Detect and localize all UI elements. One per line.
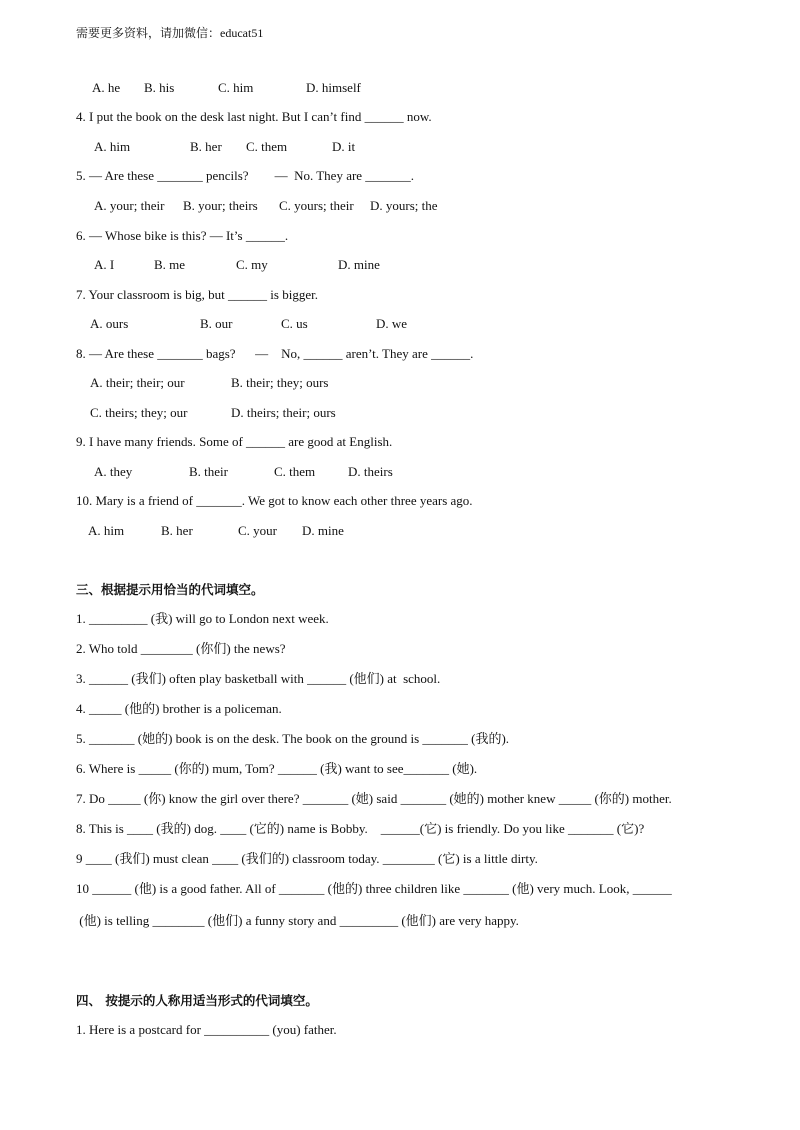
- option-b: B. their; they; ours: [231, 375, 329, 390]
- option-b: B. his: [144, 80, 175, 95]
- option-c: C. yours; their: [279, 198, 354, 213]
- fill-item: 10 ______ (他) is a good father. All of _______ (他的) three children like _______ (他) very much. Look, ______: [76, 881, 672, 896]
- question-10: 10. Mary is a friend of _______. We got to know each other three years ago.: [76, 493, 473, 508]
- question-6: 6. — Whose bike is this? — It’s ______.: [76, 228, 289, 243]
- section-3-heading: 三、根据提示用恰当的代词填空。: [76, 582, 264, 597]
- fill-item: 8. This is ____ (我的) dog. ____ (它的) name is Bobby. ______(它) is friendly. Do you like _______ (它)?: [76, 821, 645, 836]
- option-a: A. him: [88, 523, 125, 538]
- option-a: A. he: [92, 80, 121, 95]
- option-b: B. your; theirs: [183, 198, 258, 213]
- option-a: A. their; their; our: [90, 375, 185, 390]
- fill-item: 9 ____ (我们) must clean ____ (我们的) classroom today. ________ (它) is a little dirty.: [76, 851, 538, 866]
- question-5: 5. — Are these _______ pencils? — No. They are _______.: [76, 168, 415, 183]
- option-d: D. himself: [306, 80, 361, 95]
- question-4: 4. I put the book on the desk last night. But I can’t find ______ now.: [76, 109, 432, 124]
- option-b: B. our: [200, 316, 233, 331]
- option-c: C. us: [281, 316, 308, 331]
- option-a: A. ours: [90, 316, 129, 331]
- option-b: B. their: [189, 464, 228, 479]
- option-a: A. him: [94, 139, 131, 154]
- fill-item: 7. Do _____ (你) know the girl over there? _______ (她) said _______ (她的) mother knew _____ (你的) mother.: [76, 791, 672, 806]
- option-c: C. my: [236, 257, 268, 272]
- option-b: B. me: [154, 257, 186, 272]
- option-d: D. mine: [338, 257, 380, 272]
- question-8: 8. — Are these _______ bags? — No, ______ aren’t. They are ______.: [76, 346, 474, 361]
- fill-item: 5. _______ (她的) book is on the desk. The book on the ground is _______ (我的).: [76, 731, 510, 746]
- section-4-heading: 四、 按提示的人称用适当形式的代词填空。: [76, 993, 318, 1008]
- option-c: C. them: [274, 464, 316, 479]
- option-d: D. theirs: [348, 464, 393, 479]
- fill-item: 1. Here is a postcard for __________ (you) father.: [76, 1022, 337, 1037]
- option-b: B. her: [161, 523, 193, 538]
- fill-item: 4. _____ (他的) brother is a policeman.: [76, 701, 282, 716]
- option-a: A. I: [94, 257, 115, 272]
- option-c: C. them: [246, 139, 288, 154]
- page-header: 需要更多资料，请加微信：educat51: [76, 26, 264, 40]
- option-d: D. theirs; their; ours: [231, 405, 336, 420]
- option-d: D. mine: [302, 523, 344, 538]
- option-b: B. her: [190, 139, 222, 154]
- question-9: 9. I have many friends. Some of ______ are good at English.: [76, 434, 393, 449]
- option-c: C. him: [218, 80, 254, 95]
- option-a: A. your; their: [94, 198, 165, 213]
- fill-item: 6. Where is _____ (你的) mum, Tom? ______ (我) want to see_______ (她).: [76, 761, 478, 776]
- option-a: A. they: [94, 464, 133, 479]
- option-d: D. yours; the: [370, 198, 438, 213]
- option-d: D. it: [332, 139, 356, 154]
- fill-item: 3. ______ (我们) often play basketball with ______ (他们) at school.: [76, 671, 441, 686]
- question-7: 7. Your classroom is big, but ______ is bigger.: [76, 287, 318, 302]
- fill-item-continued: (他) is telling ________ (他们) a funny story and _________ (他们) are very happy.: [76, 913, 519, 928]
- option-d: D. we: [376, 316, 408, 331]
- option-c: C. your: [238, 523, 277, 538]
- option-c: C. theirs; they; our: [90, 405, 188, 420]
- fill-item: 2. Who told ________ (你们) the news?: [76, 641, 286, 656]
- fill-item: 1. _________ (我) will go to London next week.: [76, 611, 329, 626]
